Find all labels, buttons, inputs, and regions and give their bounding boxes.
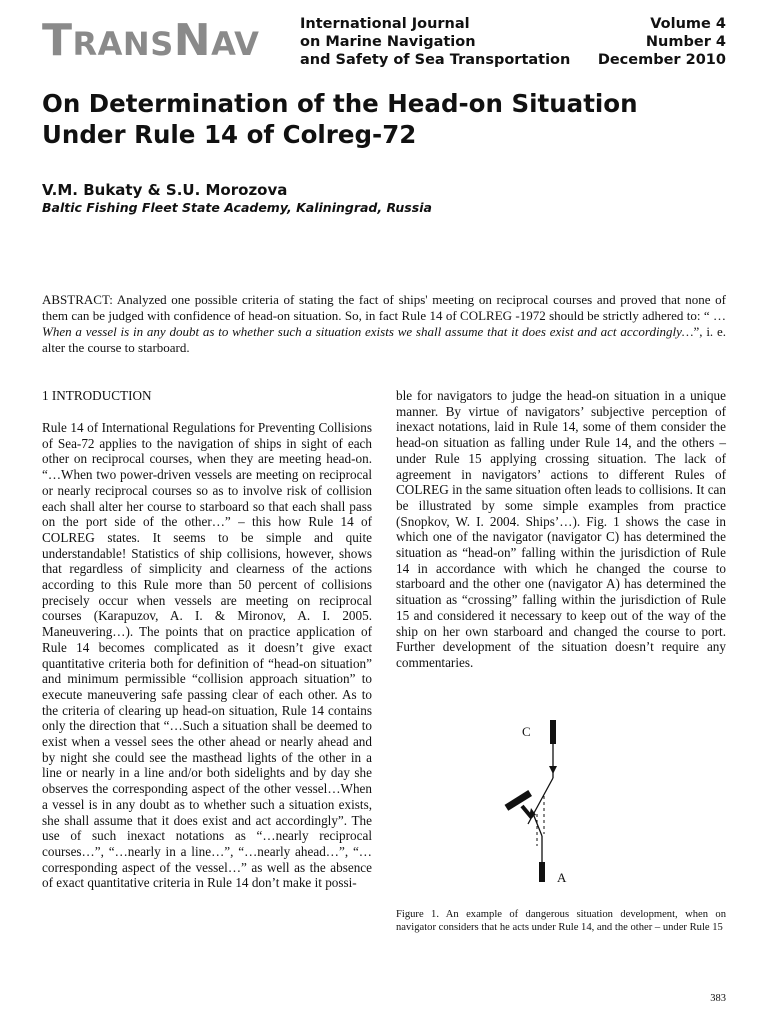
- label-c: C: [522, 724, 531, 739]
- body-right-column: ble for navigators to judge the head-on situation in a unique manner. By virtue of navigators’ subjective perception of inexact notations, laid in Rule 14, some of them consider the head-on situation as falling under Rule 14, and the others – under Rule 15 applying crossing situation. The lack of agreement in navigators’ actions to different Rules of COLREG in the same situation often leads to collisions. It can be illustrated by some simple examples from practice (Snopkov, W. I. 2004. Ships’…). Fig. 1 shows the case in which one of the navigator (navigator C) has determined the situation as “head-on” falling within the jurisdiction of Rule 14 in accordance with which he changed the course to starboard and the other one (navigator A) has determined the situation as “crossing” falling within the jurisdiction of Rule 15 and considered it necessary to keep out of the way of the ship on her own starboard and changed the course to port. Further development of the situation doesn’t require any commentaries.: [396, 388, 726, 670]
- section-heading: 1 INTRODUCTION: [42, 388, 152, 403]
- page-number: 383: [710, 993, 726, 1004]
- issue-info: [566, 15, 726, 69]
- journal-line: on Marine Navigation: [300, 34, 476, 50]
- course-c-arrowhead: [549, 766, 557, 774]
- volume: Volume 4: [650, 16, 726, 32]
- figure-1-diagram: [470, 716, 620, 896]
- abstract-tail: ”, i. e. alter the course to starboard.: [42, 324, 726, 355]
- label-a: A: [557, 870, 567, 885]
- journal-name: [300, 15, 600, 69]
- paper-title: [42, 88, 732, 150]
- abstract-quote: When a vessel is in any doubt as to whether such a situation exists we shall assume that it does exist and act accordingly…: [42, 324, 694, 339]
- title-line: Under Rule 14 of Colreg-72: [42, 120, 417, 149]
- body-left-column: Rule 14 of International Regulations for Preventing Collisions of Sea-72 applies to the navigation of ships in sight of each other on reciprocal courses, when they are meeting head-on. “…When two power-driven vessels are meeting on reciprocal or nearly reciprocal courses so as to involve risk of collision each shall alter her course to starboard so that each shall pass on the port side of the other…” – this how Rule 14 of COLREG states. It seems to be simple and quite understandable! Statistics of ship collisions, however, shows that regardless of simplicity and clearness of the actions according to this Rule more than 50 percent of collisions precisely occur when vessels are meeting on reciprocal courses (Karapuzov, A. I. & Mironov, A. I. 2005. Maneuvering…). The points that on practice application of Rule 14 becomes complicated as it doesn’t give exact quantitative criteria both for definition of “head-on situation” and minimum permissible “collision approach situation” to execute maneuvering safe passing clear of each other. As to the criteria of clearing up head-on situation, Rule 14 contains only the direction that “…Such a situation shall be deemed to exist when a vessel sees the other ahead or nearly ahead and by night she could see the masthead lights of the other in a line or nearly in a line and/or both sidelights and by day she observes the corresponding aspect of the other vessel…When a vessel is in any doubt as to whether such a situation exists, she shall assume that it does exist and act accordingly”. The use of such inexact notations as “…nearly reciprocal courses…”, “…nearly in a line…”, “…nearly ahead…”, “…corresponding aspect of the vessel…” as well as the absence of exact quantitative criteria in Rule 14 don’t make it possi-: [42, 420, 372, 891]
- ship-c: [550, 720, 556, 744]
- journal-line: International Journal: [300, 16, 470, 32]
- number: Number 4: [645, 34, 726, 50]
- figure-caption: Figure 1. An example of dangerous situation development, when on navigator considers that he acts under Rule 14, and the other – under Rule 15: [396, 909, 726, 933]
- abstract: [42, 292, 726, 356]
- transnav-logo: TRANSNAV: [42, 15, 260, 66]
- issue-date: December 2010: [597, 52, 726, 68]
- title-line: On Determination of the Head-on Situation: [42, 89, 638, 118]
- affiliation: Baltic Fishing Fleet State Academy, Kaliningrad, Russia: [42, 200, 432, 215]
- ship-a-turned: [505, 790, 532, 811]
- authors: V.M. Bukaty & S.U. Morozova: [42, 181, 288, 199]
- journal-line: and Safety of Sea Transportation: [300, 52, 571, 68]
- ship-a: [539, 862, 545, 882]
- abstract-lead: ABSTRACT: Analyzed one possible criteria of stating the fact of ships' meeting on reciprocal courses and proved that none of them can be judged with confidence of head-on situation. So, in fact Rule 14 of COLREG -1972 should be strictly adhered to: “ …: [42, 292, 726, 323]
